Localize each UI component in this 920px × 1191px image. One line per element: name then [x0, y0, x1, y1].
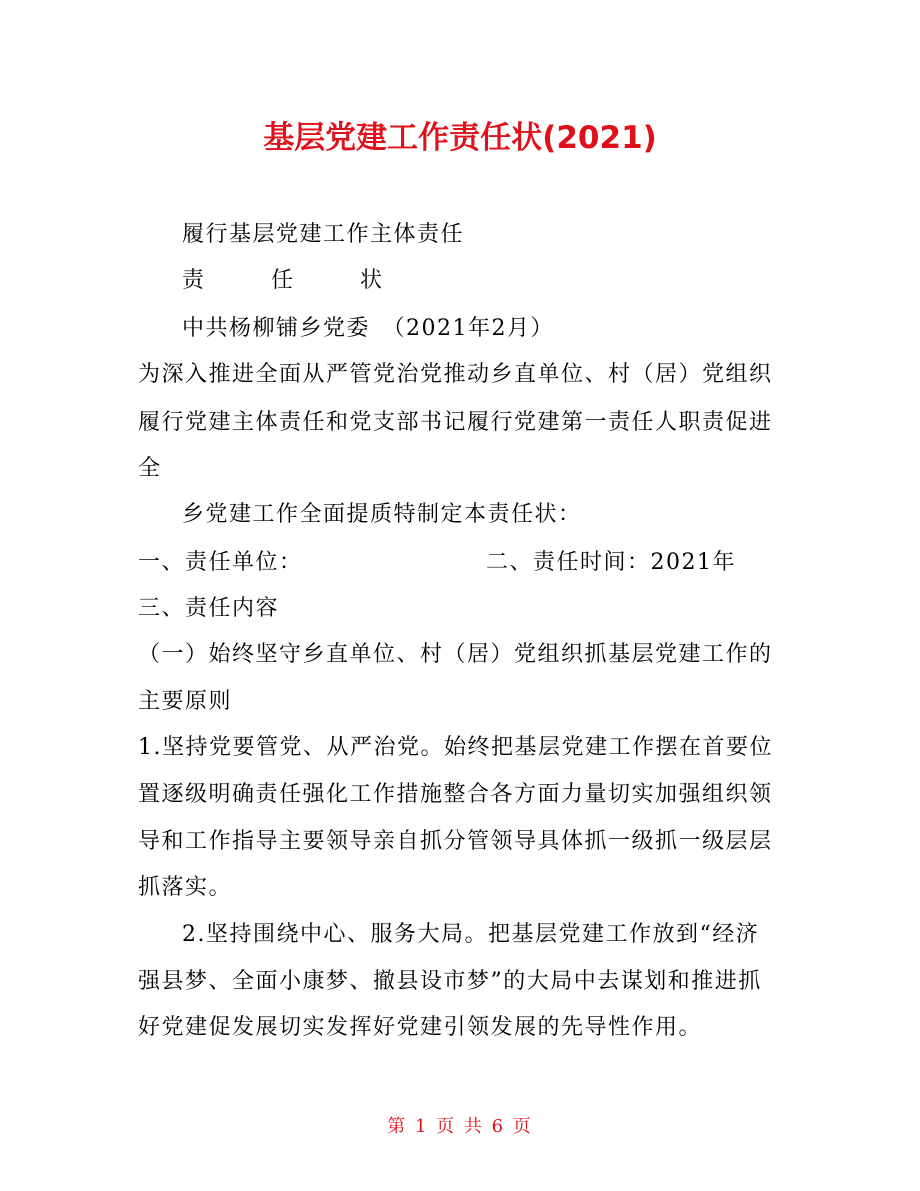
body-line: 为深入推进全面从严管党治党推动乡直单位、村（居）党组织 [138, 362, 773, 387]
body-line: 全 [138, 456, 162, 481]
subtitle-heading: 责 任 状 [182, 268, 412, 293]
subtitle-line: 履行基层党建工作主体责任 [182, 222, 465, 247]
body-line: 2.坚持围绕中心、服务大局。把基层党建工作放到“经济 [182, 922, 760, 947]
body-line: 1.坚持党要管党、从严治党。始终把基层党建工作摆在首要位 [138, 735, 773, 760]
body-line: 置逐级明确责任强化工作措施整合各方面力量切实加强组织领 [138, 782, 773, 807]
responsible-time-label: 二、责任时间：2021年 [486, 550, 736, 575]
body-line: 好党建促发展切实发挥好党建引领发展的先导性作用。 [138, 1015, 703, 1040]
section-heading: 三、责任内容 [138, 596, 280, 621]
body-line: 抓落实。 [138, 875, 233, 900]
body-line: 导和工作指导主要领导亲自抓分管领导具体抓一级抓一级层层 [138, 829, 773, 854]
page-title: 基层党建工作责任状(2021) [263, 120, 657, 156]
responsible-unit-label: 一、责任单位： [138, 550, 303, 575]
body-line: （一）始终坚守乡直单位、村（居）党组织抓基层党建工作的 [138, 642, 773, 667]
page-footer: 第 1 页 共 6 页 [387, 1116, 533, 1137]
body-line: 强县梦、全面小康梦、撤县设市梦”的大局中去谋划和推进抓 [138, 969, 762, 994]
body-line: 履行党建主体责任和党支部书记履行党建第一责任人职责促进 [138, 410, 773, 435]
body-line: 乡党建工作全面提质特制定本责任状： [182, 502, 582, 527]
body-line: 主要原则 [138, 689, 233, 714]
issuer-line: 中共杨柳铺乡党委 （2021年2月） [182, 316, 554, 341]
